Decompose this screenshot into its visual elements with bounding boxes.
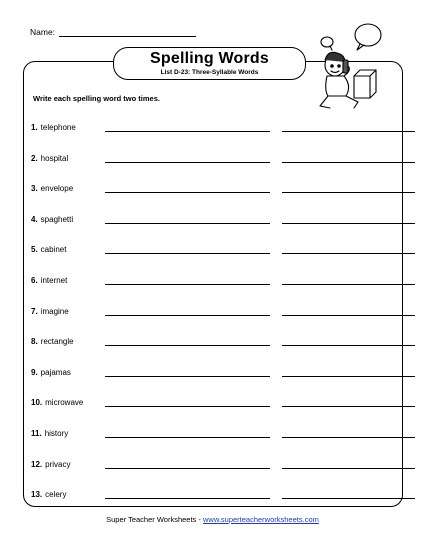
word-number: 8.	[31, 337, 38, 347]
word-row	[31, 307, 391, 319]
word-row	[31, 398, 391, 410]
spelling-word: internet	[40, 276, 68, 285]
write-line-1[interactable]	[105, 223, 270, 224]
word-number: 5.	[31, 245, 38, 255]
word-row	[31, 276, 391, 288]
spelling-word: privacy	[45, 459, 71, 469]
word-number: 12.	[31, 459, 43, 469]
spelling-word: telephone	[40, 123, 76, 132]
write-line-2[interactable]	[282, 284, 415, 285]
word-row	[31, 154, 391, 166]
instructions: Write each spelling word two times.	[33, 94, 160, 103]
write-line-1[interactable]	[105, 284, 270, 285]
word-number: 6.	[31, 276, 38, 285]
write-line-1[interactable]	[105, 315, 270, 316]
word-row	[31, 429, 391, 441]
word-number: 2.	[31, 153, 38, 163]
write-line-2[interactable]	[282, 345, 415, 346]
footer-text: Super Teacher Worksheets -	[106, 515, 203, 524]
name-label: Name:	[30, 27, 56, 37]
spelling-word: celery	[45, 490, 67, 500]
name-field	[30, 27, 196, 37]
word-number: 4.	[31, 214, 38, 224]
word-number: 9.	[31, 367, 38, 377]
write-line-2[interactable]	[282, 253, 415, 254]
title-box	[113, 47, 306, 80]
write-line-2[interactable]	[282, 406, 415, 407]
spelling-word: imagine	[40, 306, 69, 316]
word-number: 3.	[31, 184, 38, 194]
word-row	[31, 460, 391, 472]
word-row	[31, 490, 391, 502]
write-line-2[interactable]	[282, 468, 415, 469]
spelling-word: pajamas	[40, 367, 71, 377]
spelling-word: microwave	[45, 398, 84, 408]
word-number: 1.	[31, 123, 38, 132]
page-subtitle: List D-23: Three-Syllable Words	[160, 69, 259, 76]
write-line-1[interactable]	[105, 468, 270, 469]
spelling-word: cabinet	[40, 245, 67, 255]
spelling-word: spaghetti	[40, 214, 74, 224]
word-row	[31, 368, 391, 380]
spelling-word: history	[44, 429, 69, 438]
word-number: 11.	[31, 429, 42, 438]
word-number: 13.	[31, 490, 43, 500]
write-line-1[interactable]	[105, 253, 270, 254]
word-row	[31, 337, 391, 349]
word-row	[31, 184, 391, 196]
footer-link[interactable]: www.superteacherworksheets.com	[202, 515, 319, 524]
write-line-2[interactable]	[282, 376, 415, 377]
word-row	[31, 215, 391, 227]
word-row	[31, 123, 391, 135]
write-line-1[interactable]	[105, 437, 270, 438]
word-row	[31, 245, 391, 257]
write-line-1[interactable]	[105, 498, 270, 499]
write-line-2[interactable]	[282, 192, 415, 193]
write-line-2[interactable]	[282, 131, 415, 132]
spelling-word: hospital	[40, 153, 69, 163]
write-line-1[interactable]	[105, 162, 270, 163]
spelling-word: envelope	[40, 184, 74, 194]
write-line-2[interactable]	[282, 498, 415, 499]
write-line-1[interactable]	[105, 406, 270, 407]
write-line-1[interactable]	[105, 131, 270, 132]
spelling-word: rectangle	[40, 337, 74, 347]
word-number: 7.	[31, 306, 38, 316]
page-title: Spelling Words	[150, 50, 269, 67]
write-line-1[interactable]	[105, 192, 270, 193]
name-line	[59, 28, 196, 37]
footer	[0, 515, 425, 524]
boy-on-phone-illustration	[310, 20, 390, 112]
word-number: 10.	[31, 398, 43, 408]
write-line-2[interactable]	[282, 162, 415, 163]
write-line-2[interactable]	[282, 437, 415, 438]
write-line-2[interactable]	[282, 315, 415, 316]
write-line-2[interactable]	[282, 223, 415, 224]
write-line-1[interactable]	[105, 345, 270, 346]
write-line-1[interactable]	[105, 376, 270, 377]
